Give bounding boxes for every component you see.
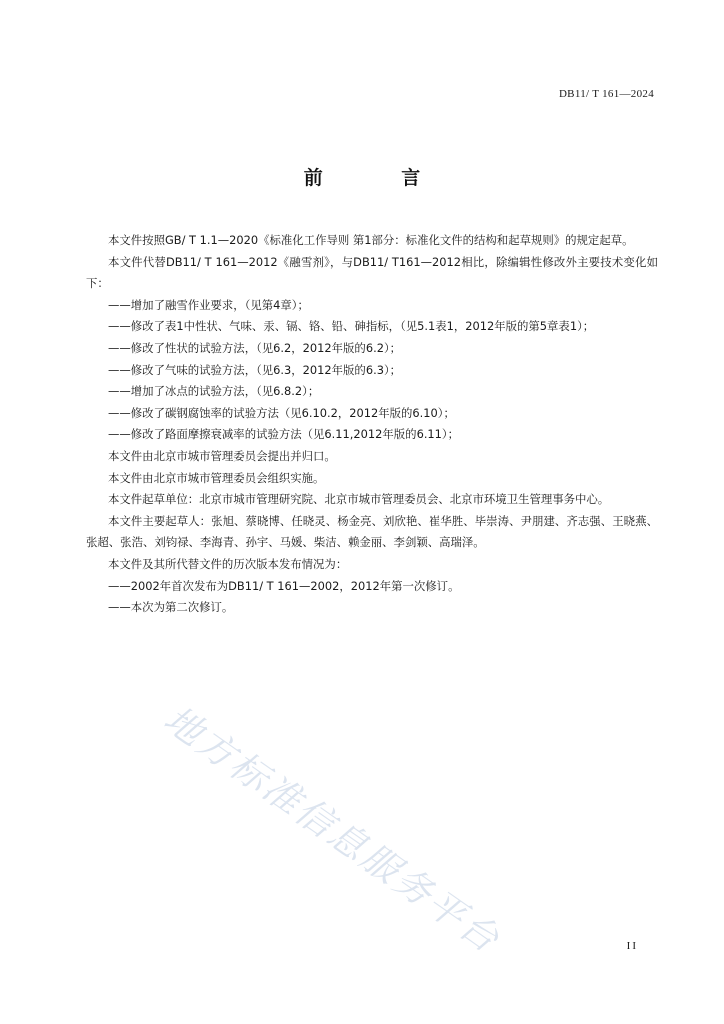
watermark-text: 地方标准信息服务平台 <box>156 697 509 963</box>
paragraph-proposer: 本文件由北京市城市管理委员会提出并归口。 <box>108 448 336 463</box>
standard-code: DB11/ T 161—2024 <box>558 88 654 100</box>
paragraph-drafting-rules: 本文件按照GB/ T 1.1—2020《标准化工作导则 第1部分：标准化文件的结构和起草规则》的规定起草。 <box>108 233 634 247</box>
history-item: ——2002年首次发布为DB11/ T 161—2002，2012年第一次修订。 <box>108 578 460 593</box>
paragraph-history-intro: 本文件及其所代替文件的历次版本发布情况为： <box>108 556 348 571</box>
paragraph-replacement: 本文件代替DB11/ T 161—2012《融雪剂》，与DB11/ T161—2012相比，除编辑性修改外主要技术变化如下： <box>86 254 658 291</box>
page-number: II <box>626 940 638 952</box>
history-item: ——本次为第二次修订。 <box>108 600 234 615</box>
change-item: ——修改了表1中性状、气味、汞、镉、铬、铅、砷指标，（见5.1表1，2012年版的第5章表1）； <box>108 319 595 334</box>
paragraph-drafting-units: 本文件起草单位：北京市城市管理研究院、北京市城市管理委员会、北京市环境卫生管理事务中心。 <box>108 492 610 507</box>
change-item: ——修改了碳钢腐蚀率的试验方法（见6.10.2，2012年版的6.10）； <box>108 405 455 420</box>
page-title: 前 言 <box>303 167 457 189</box>
change-item: ——修改了性状的试验方法，（见6.2，2012年版的6.2）； <box>108 340 402 355</box>
change-item: ——增加了冰点的试验方法，（见6.8.2）； <box>108 384 320 399</box>
change-item: ——增加了融雪作业要求，（见第4章）； <box>108 297 309 312</box>
paragraph-drafters: 本文件主要起草人：张旭、蔡晓博、任晓灵、杨金亮、刘欣艳、崔华胜、毕崇涛、尹朋建、齐志强、王晓燕、张超、张浩、刘钧禄、李海青、孙宇、马媛、柴洁、赖金丽、李剑颖、高瑞泽。 <box>86 513 658 550</box>
change-item: ——修改了气味的试验方法，（见6.3，2012年版的6.3）； <box>108 362 402 377</box>
change-item: ——修改了路面摩擦衰减率的试验方法（见6.11,2012年版的6.11）； <box>108 427 460 442</box>
paragraph-implementer: 本文件由北京市城市管理委员会组织实施。 <box>108 470 325 485</box>
foreword-body <box>86 230 658 619</box>
